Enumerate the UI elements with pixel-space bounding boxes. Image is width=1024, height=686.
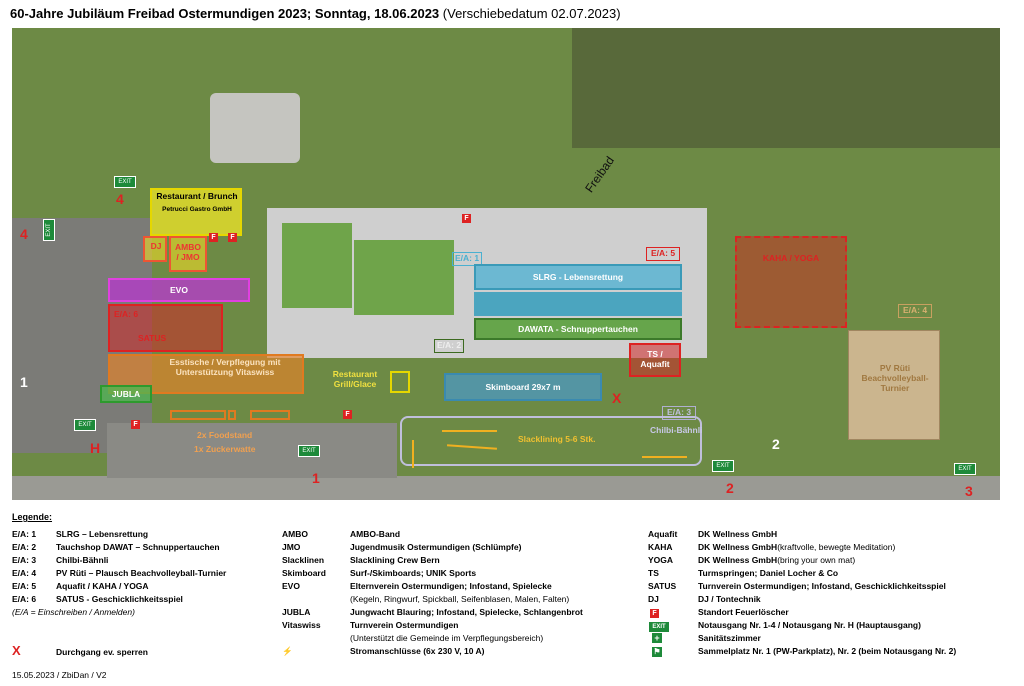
title-note: (Verschiebedatum 02.07.2023) xyxy=(442,6,621,21)
extinguisher-icon: F xyxy=(650,609,659,618)
assembly-2: 2 xyxy=(772,436,780,452)
exit-sign-3: EXIT xyxy=(954,463,976,475)
assembly-1: 1 xyxy=(20,374,28,390)
legend-row: (Unterstützt die Gemeinde im Verpflegungsbereich) xyxy=(350,633,544,643)
satus-ea-label: E/A: 6 xyxy=(114,309,139,319)
zone-foodstand-1[interactable] xyxy=(170,410,226,420)
ea1-label: E/A: 1 xyxy=(452,252,482,266)
forest-area xyxy=(572,28,1000,148)
exit-sign-4-top: EXIT xyxy=(114,176,136,188)
ea2-label: E/A: 2 xyxy=(434,339,464,353)
zone-satus[interactable] xyxy=(108,304,223,352)
title-main: 60-Jahre Jubiläum Freibad Ostermundigen 2023; Sonntag, 18.06.2023 xyxy=(10,6,440,21)
kaha-label: KAHA / YOGA xyxy=(762,253,820,263)
legend-row: E/A: 2 Tauchshop DAWAT – Schnuppertauchen xyxy=(12,542,220,552)
skimboard-label: Skimboard 29x7 m xyxy=(485,382,561,392)
exit-sign-2: EXIT xyxy=(712,460,734,472)
legend-exit-row: EXIT Notausgang Nr. 1-4 / Notausgang Nr. H (Hauptausgang) xyxy=(648,620,921,633)
legend-row: Slacklinen Slacklining Crew Bern xyxy=(282,555,440,565)
first-aid-icon: + xyxy=(652,633,662,643)
ea5-label: E/A: 5 xyxy=(646,247,680,261)
esstische-label: Esstische / Verpflegung mit Unterstützung Vitaswiss xyxy=(169,357,281,377)
marker-x: X xyxy=(612,390,622,406)
legend-extinguisher-row: F Standort Feuerlöscher xyxy=(648,607,789,618)
legend-row: E/A: 5 Aquafit / KAHA / YOGA xyxy=(12,581,149,591)
marker-h: H xyxy=(90,440,101,456)
zone-jubla[interactable] xyxy=(100,385,152,403)
slrg-label: SLRG - Lebensrettung xyxy=(532,272,624,282)
legend-row: E/A: 3 Chilbi-Bähnli xyxy=(12,555,109,565)
extinguisher-3: F xyxy=(462,214,471,223)
ts-label: TS / Aquafit xyxy=(640,349,670,369)
exit-icon: EXIT xyxy=(648,621,670,633)
legend-heading: Legende: xyxy=(12,512,53,522)
zone-dawata[interactable] xyxy=(474,318,682,340)
zone-slrg[interactable] xyxy=(474,264,682,290)
legend-assembly-row: ⚑ Sammelplatz Nr. 1 (PW-Parkplatz), Nr. 2 (beim Notausgang Nr. 2) xyxy=(653,646,957,656)
legend-row: JUBLA Jungwacht Blauring; Infostand, Spielecke, Schlangenbrot xyxy=(282,607,583,617)
skate-park xyxy=(210,93,300,163)
zone-foodstand-3[interactable] xyxy=(250,410,290,420)
zone-skimboard[interactable] xyxy=(444,373,602,401)
legend xyxy=(12,512,1012,658)
zone-ts-aquafit[interactable] xyxy=(629,343,681,377)
legend-row: Vitaswiss Turnverein Ostermundigen xyxy=(282,620,459,630)
legend-row: Aquafit DK Wellness GmbH xyxy=(648,529,778,539)
restaurant-brunch-label: Restaurant / Brunch xyxy=(156,191,238,201)
slackline-4 xyxy=(642,456,687,458)
legend-row: TS Turmspringen; Daniel Locher & Co xyxy=(648,568,839,578)
zone-restaurant-brunch[interactable] xyxy=(150,188,242,236)
site-map xyxy=(12,28,1000,500)
exit-sign-1: EXIT xyxy=(298,445,320,457)
extinguisher-2: F xyxy=(228,233,237,242)
legend-note: (E/A = Einschreiben / Anmelden) xyxy=(12,607,135,617)
extinguisher-1: F xyxy=(209,233,218,242)
marker-4-left: 4 xyxy=(20,226,28,242)
legend-row: E/A: 1 SLRG – Lebensrettung xyxy=(12,529,149,539)
extinguisher-5: F xyxy=(131,420,140,429)
ea3-label: E/A: 3 xyxy=(662,406,696,420)
ea4-label: E/A: 4 xyxy=(898,304,932,318)
zone-grill-marker[interactable] xyxy=(390,371,410,393)
legend-row: SATUS Turnverein Ostermundigen; Infostand, Geschicklichkeitsspiel xyxy=(648,581,946,591)
legend-row: YOGA DK Wellness GmbH(bring your own mat) xyxy=(648,555,856,565)
power-icon: ⚡ xyxy=(282,646,293,656)
lawn-pool xyxy=(282,223,352,308)
restaurant-brunch-sub: Petrucci Gastro GmbH xyxy=(162,206,232,213)
zone-kaha-yoga[interactable] xyxy=(735,236,847,328)
legend-row: KAHA DK Wellness GmbH(kraftvolle, bewegte Meditation) xyxy=(648,542,896,552)
marker-1: 1 xyxy=(312,470,320,486)
legend-row: EVO Elternverein Ostermundigen; Infostand, Spielecke xyxy=(282,581,552,591)
slackline-1 xyxy=(442,430,497,432)
jubla-label: JUBLA xyxy=(111,389,141,399)
zone-evo[interactable] xyxy=(108,278,250,302)
slackline-3 xyxy=(412,440,414,468)
exit-sign-h: EXIT xyxy=(74,419,96,431)
lawn-pool-2 xyxy=(354,240,454,315)
assembly-point-icon: ⚑ xyxy=(653,647,661,656)
pool-water xyxy=(474,292,682,316)
legend-row: AMBO AMBO-Band xyxy=(282,529,401,539)
legend-row: (Kegeln, Ringwurf, Spickball, Seifenblasen, Malen, Falten) xyxy=(350,594,570,604)
extinguisher-4: F xyxy=(343,410,352,419)
legend-row: Skimboard Surf-/Skimboards; UNIK Sports xyxy=(282,568,477,578)
chilbi-label: Chilbi-Bähnli xyxy=(650,425,703,435)
beach-label: PV Rüti Beachvolleyball-Turnier xyxy=(861,363,929,393)
dawata-label: DAWATA - Schnuppertauchen xyxy=(518,324,638,334)
footer: 15.05.2023 / ZbiDan / V2 xyxy=(12,670,107,680)
marker-4-top: 4 xyxy=(116,191,124,207)
zone-foodstand-2[interactable] xyxy=(228,410,236,420)
legend-row: JMO Jugendmusik Ostermundigen (Schlümpfe) xyxy=(282,542,522,552)
slacklining-label: Slacklining 5-6 Stk. xyxy=(518,434,596,444)
restaurant-grill-label: Restaurant Grill/Glace xyxy=(332,369,378,389)
foodstand-label: 2x Foodstand xyxy=(197,430,253,440)
zone-dj[interactable] xyxy=(143,236,167,262)
satus-label: SATUS xyxy=(138,333,167,343)
zuckerwatte-label: 1x Zuckerwatte xyxy=(194,444,256,454)
street xyxy=(12,476,1000,500)
marker-2: 2 xyxy=(726,480,734,496)
ambo-jmo-label: AMBO / JMO xyxy=(175,242,201,262)
dj-label: DJ xyxy=(150,241,162,251)
page-title xyxy=(10,6,621,21)
legend-row: E/A: 4 PV Rüti – Plausch Beachvolleyball-Turnier xyxy=(12,568,227,578)
legend-power-row: ⚡ Stromanschlüsse (6x 230 V, 10 A) xyxy=(282,646,485,656)
zone-ambo-jmo[interactable] xyxy=(169,236,207,272)
freibad-label: Freibad xyxy=(582,153,618,196)
exit-sign-4-left: EXIT xyxy=(43,219,55,241)
legend-row: E/A: 6 SATUS - Geschicklichkeitsspiel xyxy=(12,594,183,604)
legend-first-aid-row: + Sanitätszimmer xyxy=(648,633,761,643)
legend-x-row: X Durchgang ev. sperren xyxy=(12,643,148,658)
marker-3: 3 xyxy=(965,483,973,499)
legend-row: DJ DJ / Tontechnik xyxy=(648,594,761,604)
evo-label: EVO xyxy=(170,285,188,295)
